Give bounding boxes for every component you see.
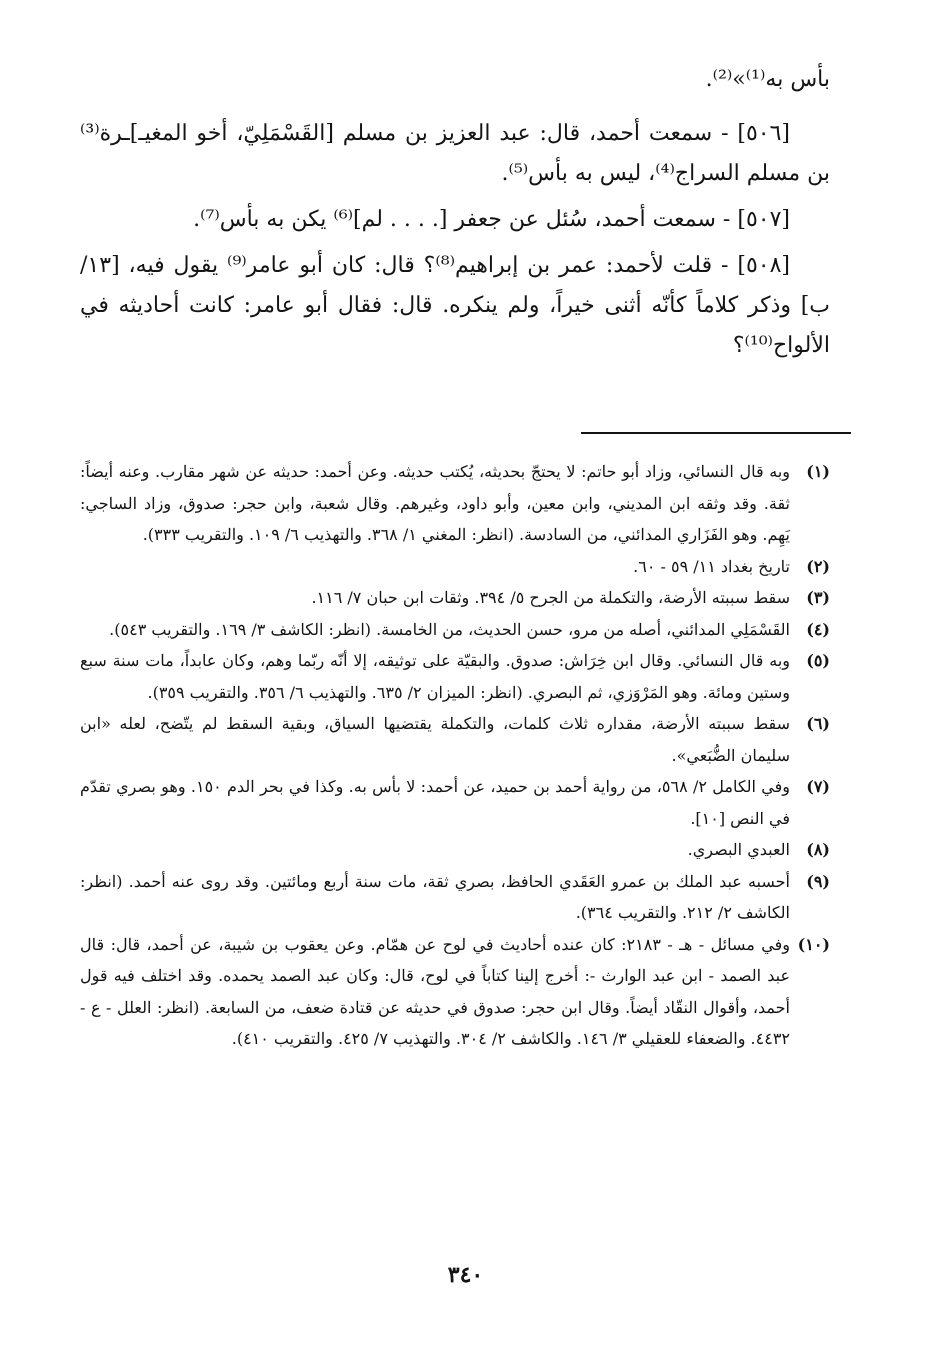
footnote-text: العبدي البصري. — [687, 840, 790, 859]
footnote-1 — [80, 456, 830, 551]
footnote-number: (١٠) — [797, 934, 830, 954]
entry-508: [٥٠٨] - قلت لأحمد: عمر بن إبراهيم⁽⁸⁾؟ قال: كان أبو عامر⁽⁹⁾ يقول فيه، [١٣/ب] وذكر كلاماً كأنّه أثنى خيراً، ولم ينكره. قال: فقال أبو عامر: كانت أحاديثه في الألواح⁽¹⁰⁾؟ — [80, 253, 830, 358]
footnote-number: (٨) — [806, 840, 830, 859]
footnote-number: (٩) — [806, 871, 830, 891]
footnote-10 — [80, 929, 830, 1055]
footnote-number: (٢) — [806, 556, 830, 576]
entry-507: [٥٠٧] - سمعت أحمد، سُئل عن جعفر [. . . . لم]⁽⁶⁾ يكن به بأس⁽⁷⁾. — [193, 207, 790, 232]
footnotes — [80, 456, 830, 1055]
footnote-5 — [80, 645, 830, 708]
footnote-8 — [80, 834, 830, 866]
footnote-number: (٧) — [806, 777, 830, 796]
footnote-text: سقط سببته الأرضة، والتكملة من الجرح ٥/ ٣٩٤. وثقات ابن حبان ٧/ ١١٦. — [311, 588, 790, 607]
footnote-2 — [80, 551, 830, 583]
footnote-text: وبه قال النسائي. وقال ابن خِرَاش: صدوق. والبقيّة على توثيقه، إلا أنّه ربّما وهم، وكان عابداً، مات سنة سبع وستين ومائة. وهو المَرْوَزي، ثم البصري. (انظر: الميزان ٢/ ٦٣٥. والتهذيب ٦/ ٣٥٦. والتقريب ٣٥٩). — [80, 651, 791, 702]
footnote-number: (٦) — [806, 714, 830, 733]
paragraph-continuation: بأس به⁽¹⁾»⁽²⁾. — [705, 67, 830, 92]
footnote-text: سقط سببته الأرضة، مقداره ثلاث كلمات، والتكملة يقتضيها السياق، وبقية السقط لم يتّضح، لعله «ابن سليمان الضُّبَعي». — [80, 714, 790, 765]
footnote-text: أحسبه عبد الملك بن عمرو العَقَدي الحافظ، بصري ثقة، مات سنة أربع ومائتين. وقد روى عنه أحمد. (انظر: الكاشف ٢/ ٢١٢. والتقريب ٣٦٤). — [80, 871, 790, 922]
footnote-number: (١) — [806, 462, 830, 481]
footnote-text: وبه قال النسائي، وزاد أبو حاتم: لا يحتجّ بحديثه، يُكتب حديثه. وعن أحمد: حديثه عن شهر مقارب. وعنه أيضاً: ثقة. وقد وثقه ابن المديني، وابن معين، وأبو داود، وغيرهم. وقال شعبة، وابن حجر: صدوق، وزاد الساجي: يَهِم. وهو الفَزَاري المدائني، من السادسة. (انظر: المغني ١/ ٣٦٨. والتهذيب ٦/ ١٠٩. والتقريب ٣٣٣). — [80, 462, 790, 544]
entry-506: [٥٠٦] - سمعت أحمد، قال: عبد العزيز بن مسلم [القَسْمَلِيّ، أخو المغيـ]ـرة⁽³⁾ بن مسلم السراج⁽⁴⁾، ليس به بأس⁽⁵⁾. — [80, 121, 830, 186]
footnote-9 — [80, 866, 830, 929]
main-text — [80, 60, 830, 366]
footnote-7 — [80, 771, 830, 834]
footnote-number: (٣) — [806, 588, 830, 607]
footnote-number: (٥) — [806, 651, 830, 670]
footnote-separator — [581, 432, 851, 434]
page-body — [80, 60, 830, 372]
footnote-number: (٤) — [806, 619, 830, 639]
footnote-text: وفي مسائل - هـ - ٢١٨٣: كان عنده أحاديث في لوح عن همّام. وعن يعقوب بن شيبة، عن أحمد، قال: قال عبد الصمد - ابن عبد الوارث -: أخرج إلينا كتاباً في لوح، قال: وكان عبد الصمد يحمده. وقد اختلف فيه قول أحمد، وأقوال النقّاد أيضاً. وقال ابن حجر: صدوق في حديثه عن قتادة ضعف، من السابعة. (انظر: العلل - ع - ٤٤٣٢. والضعفاء للعقيلي ٣/ ١٤٦. والكاشف ٢/ ٣٠٤. والتهذيب ٧/ ٤٢٥. والتقريب ٤١٠). — [80, 934, 790, 1048]
footnote-text: تاريخ بغداد ١١/ ٥٩ - ٦٠. — [633, 556, 790, 576]
footnote-6 — [80, 708, 830, 771]
footnote-text: وفي الكامل ٢/ ٥٦٨، من رواية أحمد بن حميد، عن أحمد: لا بأس به. وكذا في بحر الدم ١٥٠. وهو بصري تقدّم في النص [١٠]. — [80, 777, 791, 828]
footnote-3 — [80, 582, 830, 614]
page-number: ٣٤٠ — [447, 1262, 484, 1288]
footnote-4 — [80, 614, 830, 646]
footnote-text: القَسْمَلِي المدائني، أصله من مرو، حسن الحديث، من الخامسة. (انظر: الكاشف ٣/ ١٦٩. والتقريب ٥٤٣). — [109, 619, 790, 639]
